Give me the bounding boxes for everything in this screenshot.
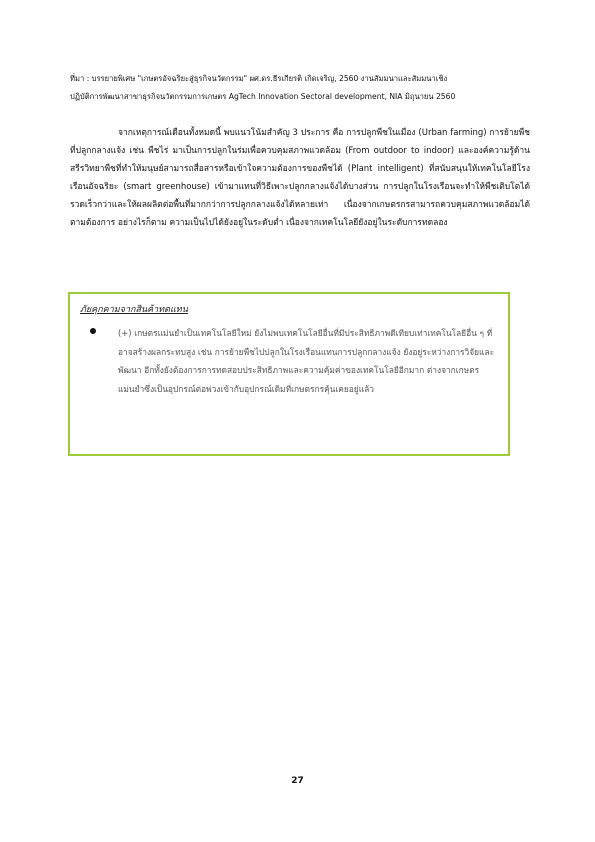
page-number: 27 [291, 776, 304, 786]
threat-substitutes-box [68, 292, 510, 456]
threat-item-text: (+) เกษตรแม่นยำเป็นเทคโนโลยีใหม่ ยังไม่พบเทคโนโลยีอื่นที่มีประสิทธิภาพดีเทียบเท่าเทคโนโลยีอื่น ๆ ที่อาจสร้างผลกระทบสูง เช่น การย้ายพืชไปปลูกในโรงเรือนแทนการปลูกกลางแจ้ง ยังอยู่ระหว่างการวิจัยและพัฒนา อีกทั้งยังต้องการการทดสอบประสิทธิภาพและความคุ้มค่าของเทคโนโลยีอีกมาก ต่างจากเกษตรแม่นยำซึ่งเป็นอุปกรณ์ต่อพ่วงเข้ากับอุปกรณ์เดิมที่เกษตรกรคุ้นเคยอยู่แล้ว [118, 328, 495, 394]
list-item [80, 324, 496, 398]
threat-box-title: ภัยคุกคามจากสินค้าทดแทน [80, 305, 188, 315]
body-paragraph [70, 124, 530, 232]
bullet-icon [90, 328, 96, 334]
source-line-2: ปฏิบัติการพัฒนาสาขาธุรกิจนวัตกรรมการเกษตร AgTech Innovation Sectoral development, NIA มิถุนายน 2560 [70, 92, 456, 101]
source-citation [70, 70, 530, 106]
body-paragraph-text: จากเหตุการณ์เดือนทั้งหมดนี้ พบแนวโน้มสำคัญ 3 ประการ คือ การปลูกพืชในเมือง (Urban farming) การย้ายพืชที่ปลูกกลางแจ้ง เช่น พืชไร่ มาเป็นการปลูกในร่มเพื่อควบคุมสภาพแวดล้อม (From outdoor to indoor) และองค์ความรู้ด้านสรีรวิทยาพืชที่ทำให้มนุษย์สามารถสื่อสารหรือเข้าใจความต้องการของพืชได้ (Plant intelligent) ที่สนับสนุนให้เทคโนโลยีโรงเรือนอัจฉริยะ (smart greenhouse) เข้ามาแทนที่วิธีเพาะปลูกกลางแจ้งได้บางส่วน การปลูกในโรงเรือนจะทำให้พืชเติบโตได้รวดเร็วกว่าและให้ผลผลิตต่อพื้นที่มากกว่าการปลูกกลางแจ้งได้หลายเท่า เนื่องจากเกษตรกรสามารถควบคุมสภาพแวดล้อมได้ตามต้องการ อย่างไรก็ตาม ความเป็นไปได้ยังอยู่ในระดับต่ำ เนื่องจากเทคโนโลยียังอยู่ในระดับการทดลอง [70, 128, 530, 228]
source-line-1: ที่มา : บรรยายพิเศษ "เกษตรอัจฉริยะสู่ธุรกิจนวัตกรรม" ผศ.ดร.ธีรเกียรติ เกิดเจริญ, 2560 งานสัมมนาและสัมมนาเชิง [70, 74, 448, 83]
threat-list [80, 324, 496, 398]
